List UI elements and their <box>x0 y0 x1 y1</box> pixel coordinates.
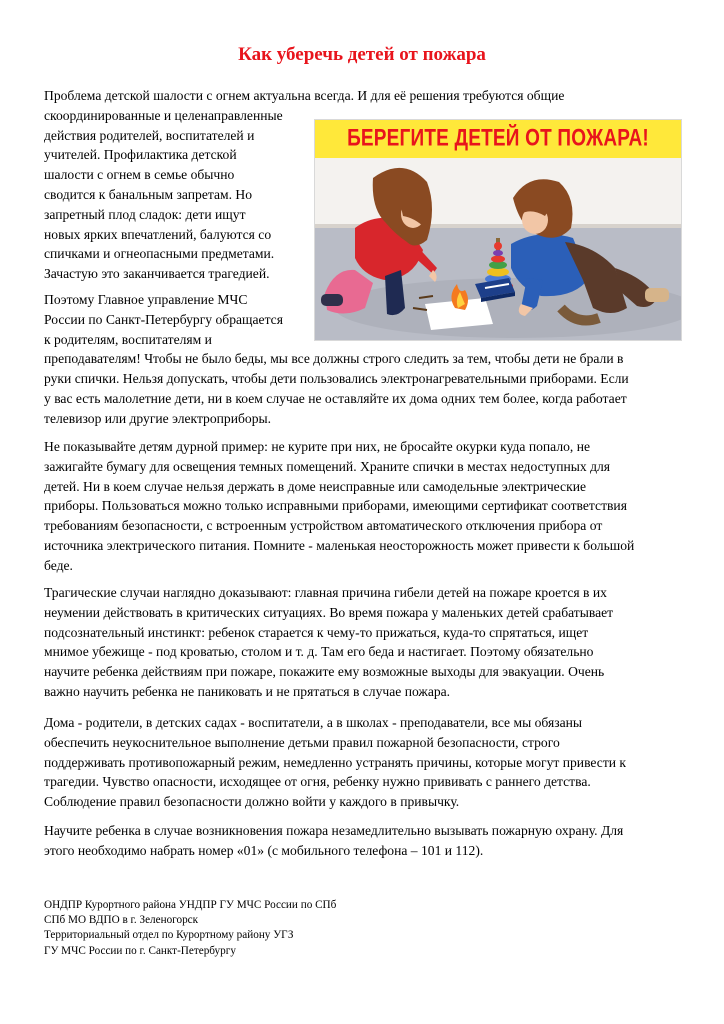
text-line: запретный плод сладок: дети ищут <box>44 206 246 222</box>
text-line: у вас есть малолетние дети, ни в коем случае не оставляйте их дома одних тем более, когда работает <box>44 390 627 406</box>
text-line: учителей. Профилактика детской <box>44 147 237 163</box>
paragraph-tragic <box>44 583 684 702</box>
text-line: детей. Ни в коем случае нельзя держать в доме неисправные или самодельные электрические <box>44 478 586 494</box>
footer-line: ОНДПР Курортного района УНДПР ГУ МЧС России по СПб <box>44 899 337 911</box>
text-line: подсознательный инстинкт: ребенок старается к чему-то прижаться, куда-то спрятаться, ищет <box>44 624 589 640</box>
text-line: требованиям безопасности, с встроенным устройством автоматического отключения прибора от <box>44 518 603 534</box>
text-line: скоординированные и целенаправленные <box>44 107 283 123</box>
text-line: Дома - родители, в детских садах - воспитатели, а в школах - преподаватели, все мы обязаны <box>44 715 583 730</box>
text-line: беде. <box>44 557 73 573</box>
footer-line: ГУ МЧС России по г. Санкт-Петербургу <box>44 944 236 957</box>
text-line: мнимое убежище - под кроватью, столом и т. д. Там его беда и настигает. Поэтому обязательно <box>44 644 594 660</box>
text-line: источника электрического питания. Помните - маленькая неосторожность может привести к большой <box>44 537 635 553</box>
paragraph-call <box>44 821 684 861</box>
paragraph-duty <box>44 713 684 812</box>
text-line: сводится к банальным запретам. Но <box>44 186 253 202</box>
text-line: неумении действовать в критических ситуациях. Во время пожара у маленьких детей срабатывает <box>44 604 614 620</box>
text-line: спичками и огнеопасными предметами. <box>44 246 275 262</box>
text-line: Не показывайте детям дурной пример: не курите при них, не бросайте окурки куда попало, не <box>44 439 590 454</box>
text-line: поддерживать противопожарный режим, немедленно устранять причины, которые могут привести к <box>44 754 627 770</box>
text-line: Научите ребенка в случае возникновения пожара незамедлительно вызывать пожарную охрану. Для <box>44 823 624 838</box>
text-line: Трагические случаи наглядно доказывают: главная причина гибели детей на пожаре кроется в их <box>44 585 607 600</box>
paragraph-appeal <box>44 290 684 429</box>
text-line: шалости с огнем в семье обычно <box>44 167 235 183</box>
text-line: приборы. Пользоваться можно только исправными приборами, имеющими сертификат соответствия <box>44 498 627 514</box>
text-line: Поэтому Главное управление МЧС <box>44 292 248 307</box>
text-line: важно научить ребенка не паниковать и не прятаться в случае пожара. <box>44 683 451 699</box>
text-line: обеспечить неукоснительное выполнение детьми правил пожарной безопасности, строго <box>44 734 560 750</box>
text-line: трагедии. Чувство опасности, исходящее от огня, ребенку нужно прививать с раннего детства. <box>44 774 591 790</box>
text-line: зажигайте бумагу для освещения темных помещений. Храните спички в местах недоступных для <box>44 458 611 474</box>
text-line: России по Санкт-Петербургу обращается <box>44 311 283 327</box>
text-line: руки спички. Нельзя допускать, чтобы дети пользовались электронагревательными приборами. Если <box>44 371 629 387</box>
text-line: Проблема детской шалости с огнем актуальна всегда. И для её решения требуются общие <box>44 88 565 103</box>
text-line: научите ребенка действиям при пожаре, покажите ему возможные выходы для эвакуации. Очень <box>44 664 605 680</box>
text-line: действия родителей, воспитателей и <box>44 127 255 143</box>
footer-line: СПб МО ВДПО в г. Зеленогорск <box>44 914 199 927</box>
text-line: преподавателям! Чтобы не было беды, мы все должны строго следить за тем, чтобы дети не брали в <box>44 351 624 367</box>
text-line: телевизор или другие электроприборы. <box>44 410 272 426</box>
poster-banner-text: БЕРЕГИТЕ ДЕТЕЙ ОТ ПОЖАРА! <box>347 125 649 152</box>
paragraph-example <box>44 437 684 576</box>
poster-banner <box>315 120 681 158</box>
text-line: новых ярких впечатлений, балуются со <box>44 226 272 242</box>
text-line: Соблюдение правил безопасности должно войти у каждого в привычку. <box>44 794 460 810</box>
footer-line: Территориальный отдел по Курортному району УГЗ <box>44 929 294 942</box>
page-title: Как уберечь детей от пожара <box>238 44 486 65</box>
text-line: Зачастую это заканчивается трагедией. <box>44 266 270 282</box>
text-line: к родителям, воспитателям и <box>44 331 212 347</box>
text-line: этого необходимо набрать номер «01» (с мобильного телефона – 101 и 112). <box>44 842 484 858</box>
footer-organizations <box>44 898 336 959</box>
